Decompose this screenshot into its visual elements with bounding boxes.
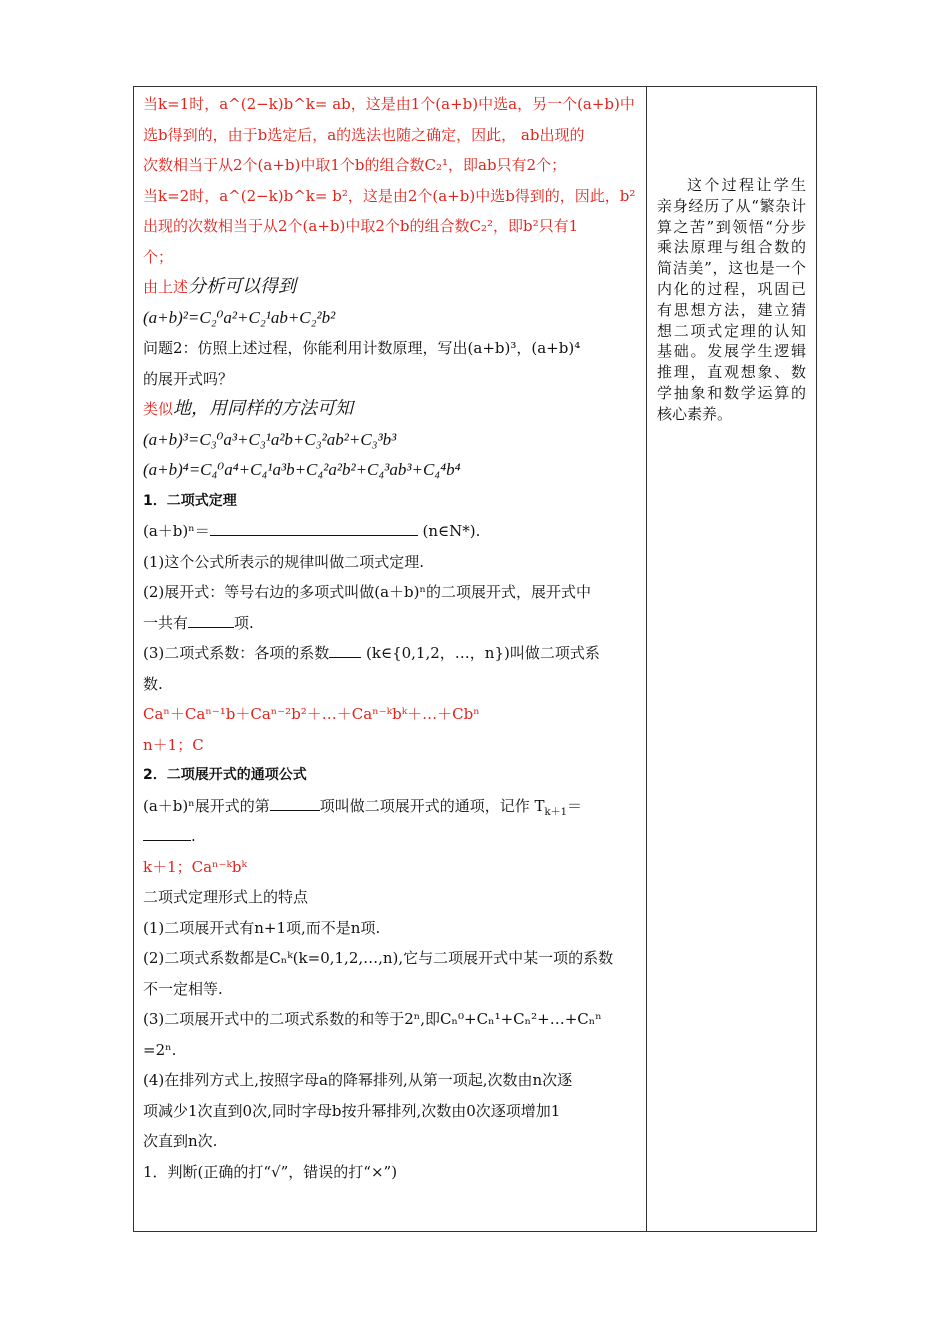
line-6: 个； — [143, 247, 174, 266]
item-3 — [143, 638, 640, 669]
line-7 — [143, 272, 640, 303]
theorem-lhs: (a＋b)ⁿ＝ — [143, 522, 210, 540]
exercise-1: 1．判断(正确的打“√”，错误的打“×”) — [143, 1162, 398, 1181]
line-11-red: 类似 — [143, 400, 174, 418]
answer-general-term: k＋1；Caⁿ⁻ᵏbᵏ — [143, 857, 248, 876]
line-11 — [143, 394, 640, 425]
item-2-blank — [188, 613, 234, 628]
item-2-cont-b: 项. — [234, 613, 254, 632]
general-term-b: 项叫做二项展开式的通项，记作 T — [319, 796, 545, 815]
general-term-period: . — [191, 827, 196, 845]
line-3: 次数相当于从2个(a+b)中取1个b的组合数C₂¹，即ab只有2个； — [143, 156, 567, 174]
features-heading: 二项式定理形式上的特点 — [143, 888, 309, 906]
general-term-blank-2 — [143, 826, 191, 841]
item-2-cont — [143, 608, 640, 639]
feature-2-cont: 不一定相等. — [143, 979, 223, 998]
feature-3: (3)二项展开式中的二项式系数的和等于2ⁿ,即Cₙ⁰+Cₙ¹+Cₙ²+…+Cₙⁿ — [143, 1010, 602, 1028]
feature-4-cont-2: 次直到n次. — [143, 1132, 218, 1150]
side-note-cell — [647, 87, 817, 1232]
formula-cube: (a+b)³=C₃⁰a³+C₃¹a²b+C₃²ab²+C₃³b³ — [143, 429, 397, 449]
formula-square: (a+b)²=C₂⁰a²+C₂¹ab+C₂²b² — [143, 307, 336, 327]
line-4: 当k=2时，a^(2−k)b^k= b²，这是由2个(a+b)中选b得到的，因此，b² — [143, 186, 636, 205]
line-11-italic: 地，用同样的方法可知 — [173, 398, 354, 419]
theorem-blank — [210, 521, 418, 536]
answer-expansion: Caⁿ＋Caⁿ⁻¹b＋Caⁿ⁻²b²＋…＋Caⁿ⁻ᵏbᵏ＋…＋Cbⁿ — [143, 705, 480, 723]
feature-3-cont: =2ⁿ. — [143, 1040, 177, 1059]
theorem-blank-line — [143, 516, 640, 547]
item-2-cont-a: 一共有 — [143, 613, 189, 632]
line-1: 当k=1时，a^(2−k)b^k= ab，这是由1个(a+b)中选a，另一个(a+b)中 — [143, 95, 635, 113]
side-note: 这个过程让学生亲身经历了从“繁杂计算之苦”到领悟“分步乘法原理与组合数的简洁美”，这也是一个内化的过程，巩固已有思想方法，建立猜想二项式定理的认知基础。发展学生逻辑推理，直观想象、数学抽象和数学运算的核心素养。 — [657, 176, 806, 423]
feature-2: (2)二项式系数都是Cₙᵏ(k=0,1,2,…,n),它与二项展开式中某一项的系数 — [143, 949, 614, 967]
feature-1: (1)二项展开式有n+1项,而不是n项. — [143, 918, 381, 937]
feature-4: (4)在排列方式上,按照字母a的降幂排列,从第一项起,次数由n次逐 — [143, 1071, 573, 1089]
general-term-eq: ＝ — [566, 796, 582, 815]
general-term-blank-line — [143, 821, 640, 852]
line-2: 选b得到的，由于b选定后，a的选法也随之确定，因此， ab出现的 — [143, 125, 585, 144]
general-term-subscript: k＋1 — [544, 806, 567, 818]
general-term-line — [143, 791, 640, 822]
item-1: (1)这个公式所表示的规律叫做二项式定理. — [143, 552, 425, 571]
heading-general-term: 2．二项展开式的通项公式 — [143, 767, 307, 783]
heading-binomial-theorem: 1．二项式定理 — [143, 492, 237, 509]
line-5: 出现的次数相当于从2个(a+b)中取2个b的组合数C₂²，即b²只有1 — [143, 217, 579, 235]
item-3-a: (3)二项式系数：各项的系数 — [143, 644, 330, 662]
question-2: 问题2：仿照上述过程，你能利用计数原理，写出(a+b)³，(a+b)⁴ — [143, 339, 581, 357]
line-7-italic: 分析可以得到 — [188, 276, 297, 297]
item-2: (2)展开式：等号右边的多项式叫做(a＋b)ⁿ的二项展开式，展开式中 — [143, 583, 591, 601]
main-content-cell — [134, 87, 647, 1232]
line-7-red: 由上述 — [143, 278, 189, 296]
general-term-a: (a＋b)ⁿ展开式的第 — [143, 796, 270, 815]
answer-count: n＋1；C — [143, 735, 204, 754]
lesson-table — [133, 86, 817, 1232]
general-term-blank-1 — [270, 796, 320, 811]
theorem-domain: (n∈N*). — [422, 522, 481, 540]
feature-4-cont-1: 项减少1次直到0次,同时字母b按升幂排列,次数由0次逐项增加1 — [143, 1101, 561, 1120]
item-3-b: (k∈{0,1,2，…，n})叫做二项式系 — [366, 644, 600, 662]
formula-fourth: (a+b)⁴=C₄⁰a⁴+C₄¹a³b+C₄²a²b²+C₄³ab³+C₄⁴b⁴ — [143, 460, 461, 479]
item-3-cont: 数. — [143, 674, 163, 693]
item-3-blank — [329, 643, 361, 658]
question-2-cont: 的展开式吗？ — [143, 369, 234, 388]
